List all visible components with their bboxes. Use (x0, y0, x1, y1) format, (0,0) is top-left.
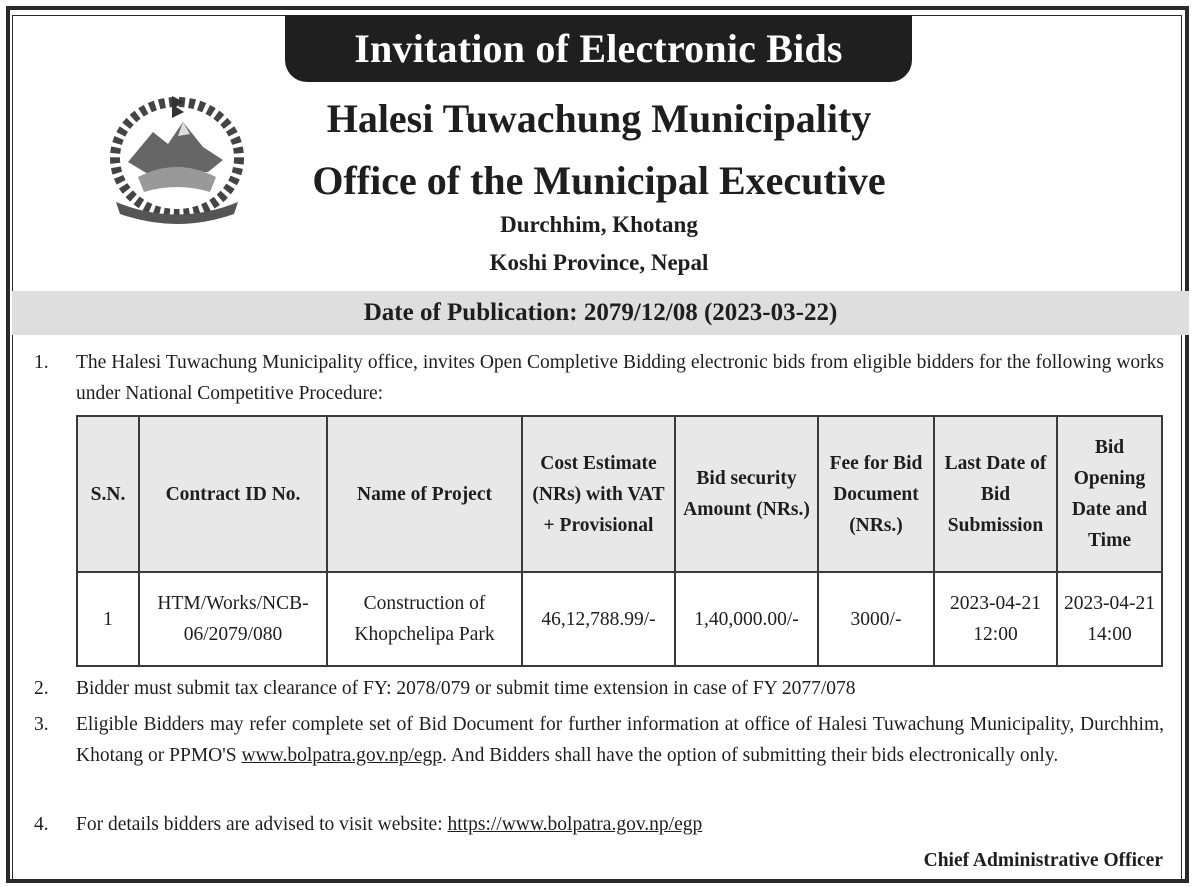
header-sn: S.N. (77, 416, 139, 572)
table-header-row (77, 416, 1162, 572)
cell-last-date: 2023-04-21 12:00 (934, 572, 1057, 666)
cell-sn: 1 (77, 572, 139, 666)
cell-bid-security: 1,40,000.00/- (675, 572, 818, 666)
address-line-2: Koshi Province, Nepal (489, 250, 709, 275)
header-last-date: Last Date of Bid Submission (934, 416, 1057, 572)
list-item (34, 673, 1164, 704)
list-item (34, 809, 1164, 840)
header-bid-security: Bid security Amount (NRs.) (675, 416, 818, 572)
item-number: 4. (34, 814, 49, 835)
list-item (34, 347, 1164, 409)
cell-contract-id: HTM/Works/NCB-06/2079/080 (139, 572, 327, 666)
item-text-part: . And Bidders shall have the option of submitting their bids electronically only. (442, 745, 1059, 766)
item-text (76, 809, 1164, 840)
list-item (34, 709, 1164, 771)
item-text: Bidder must submit tax clearance of FY: 2078/079 or submit time extension in case of FY 2077/078 (76, 678, 856, 699)
bolpatra-website-link[interactable]: https://www.bolpatra.gov.np/egp (447, 814, 703, 835)
banner-title: Invitation of Electronic Bids (285, 15, 912, 82)
item-text (76, 709, 1164, 771)
item-text-part: For details bidders are advised to visit website: (76, 814, 448, 835)
table-row (77, 572, 1162, 666)
header-contract-id: Contract ID No. (139, 416, 327, 572)
cell-opening: 2023-04-21 14:00 (1057, 572, 1162, 666)
header-project: Name of Project (327, 416, 522, 572)
cell-fee: 3000/- (818, 572, 934, 666)
item-text: The Halesi Tuwachung Municipality office, invites Open Completive Bidding electronic bids from eligible bidders for the following works under National Competitive Procedure: (76, 352, 1164, 404)
item-number: 3. (34, 714, 49, 735)
header-fee: Fee for Bid Document (NRs.) (818, 416, 934, 572)
item-text-part: Eligible Bidders may refer complete set of Bid Document for further information at office of Halesi Tuwachung Municipality, Durchhim, Khotang or PPMO'S (76, 714, 1164, 766)
publication-date: Date of Publication: 2079/12/08 (2023-03-22) (12, 291, 1189, 335)
item-number: 2. (34, 678, 49, 699)
item-number: 1. (34, 352, 49, 373)
office-name: Office of the Municipal Executive (312, 158, 886, 203)
cell-cost-estimate: 46,12,788.99/- (522, 572, 675, 666)
bids-table (76, 415, 1163, 667)
address-line-1: Durchhim, Khotang (500, 212, 698, 237)
cell-project: Construction of Khopchelipa Park (327, 572, 522, 666)
bolpatra-link[interactable]: www.bolpatra.gov.np/egp (241, 745, 443, 766)
header-opening: Bid Opening Date and Time (1057, 416, 1162, 572)
signature: Chief Administrative Officer (923, 850, 1163, 871)
org-name: Halesi Tuwachung Municipality (326, 96, 872, 141)
header-cost-estimate: Cost Estimate (NRs) with VAT + Provisional (522, 416, 675, 572)
